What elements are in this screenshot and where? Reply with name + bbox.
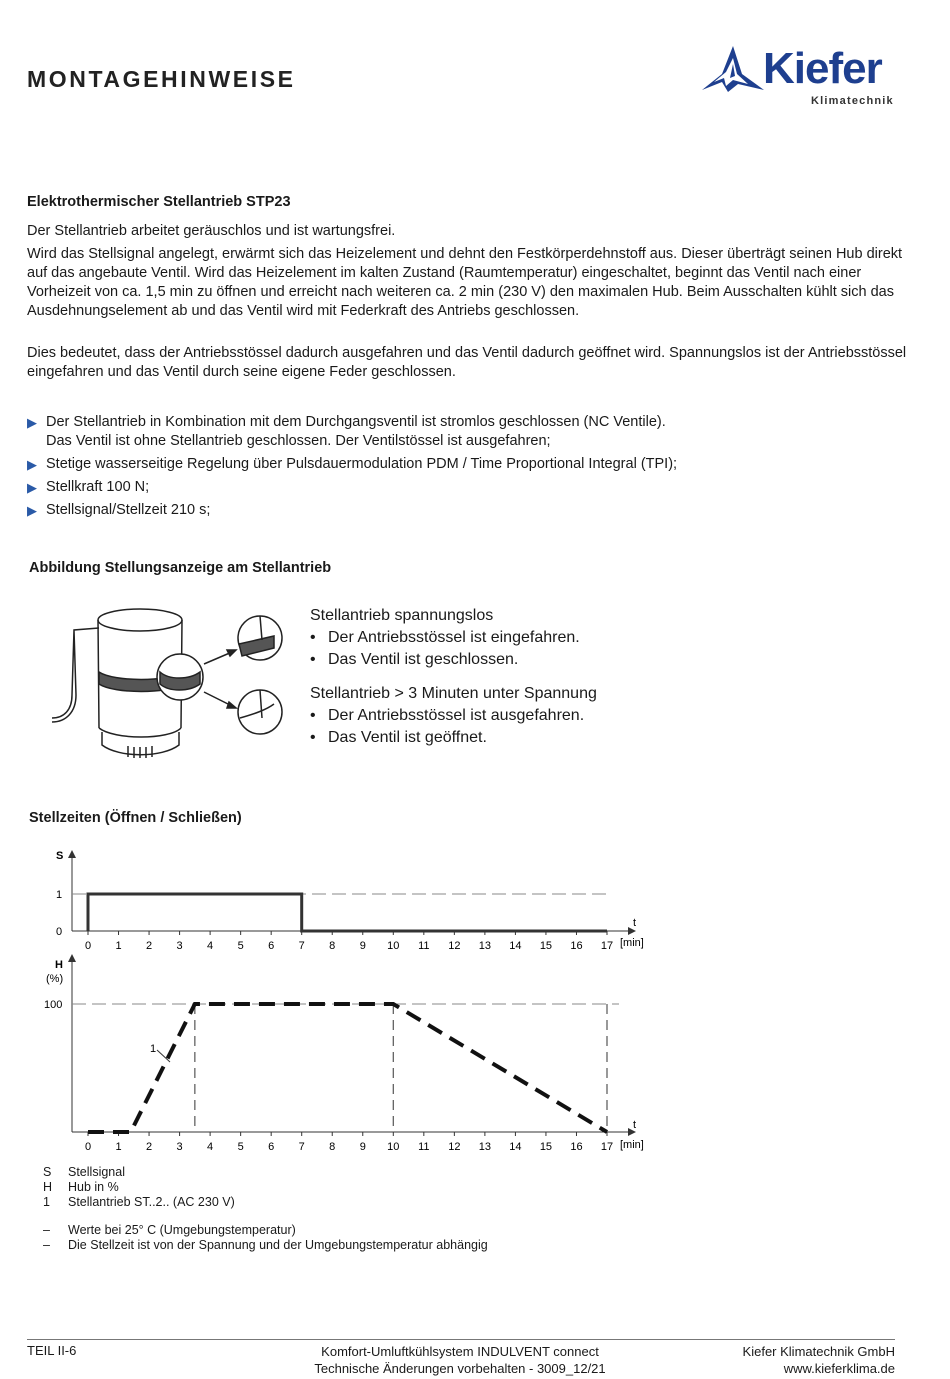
x-tick-label: 11: [418, 1141, 430, 1153]
x-tick-label: 13: [478, 940, 492, 952]
x-tick-label: 12: [448, 940, 461, 952]
kiefer-logo-icon: [702, 44, 764, 94]
footer-center: Komfort-Umluftkühlsystem INDULVENT connect Technische Änderungen vorbehalten - 3009_12/21: [314, 1344, 606, 1376]
actuator-illustration: [44, 600, 294, 770]
chart-title: Stellzeiten (Öffnen / Schließen): [29, 810, 242, 826]
x-tick-label: 12: [448, 1141, 461, 1153]
x-axis-label: t: [633, 917, 637, 929]
y-axis-unit: (%): [46, 973, 64, 985]
x-tick-label: 6: [268, 1141, 275, 1153]
x-tick-label: 15: [539, 940, 553, 952]
paragraph-2: Wird das Stellsignal angelegt, erwärmt sich das Heizelement und dehnt den Festkörperdehnstoff aus. Dieser überträgt seinen Hub direkt auf das angebaute Ventil. Wird das Heizelement im kalten Zustand (Raumtemperatur) eingeschaltet, beginnt das Ventil nach einer Vorheizeit von ca. 1,5 min zu öffnen und erreicht nach weiteren ca. 2 min (230 V) den maximalen Hub. Beim Ausschalten kühlt sich das Ausdehnungselement ab und das Ventil wird mit Federkraft des Antriebs geschlossen.: [27, 246, 903, 319]
x-tick-label: 0: [84, 940, 92, 952]
list-item: ▶ Stellsignal/Stellzeit 210 s;: [27, 502, 211, 518]
x-tick-label: 14: [509, 1141, 522, 1153]
legend-row: 1 Stellantrieb ST..2.. (AC 230 V): [43, 1195, 235, 1209]
list-item: • Der Antriebsstössel ist eingefahren.: [328, 627, 710, 649]
figure-title: Abbildung Stellungsanzeige am Stellantrieb: [29, 560, 332, 576]
list-item: • Der Antriebsstössel ist ausgefahren.: [328, 705, 710, 727]
y-tick-label: 100: [44, 999, 63, 1011]
x-tick-label: 1: [115, 1141, 122, 1153]
x-tick-label: 14: [509, 940, 522, 952]
x-tick-label: 10: [387, 940, 400, 952]
x-tick-label: 8: [329, 1141, 336, 1153]
state-1-heading: Stellantrieb spannungslos: [310, 607, 494, 624]
x-tick-label: 9: [359, 940, 366, 952]
x-tick-label: 3: [176, 1141, 183, 1153]
x-tick-label: 5: [237, 1141, 244, 1153]
legend-row: S Stellsignal: [43, 1165, 125, 1179]
paragraph-1: Der Stellantrieb arbeitet geräuschlos und ist wartungsfrei.: [27, 223, 396, 239]
legend-row: H Hub in %: [43, 1180, 119, 1194]
y-axis-arrow-icon: [68, 850, 76, 858]
list-item: ▶ Der Stellantrieb in Kombination mit dem Durchgangsventil ist stromlos geschlossen (NC Ventile). Das Ventil ist ohne Stellantrieb geschlossen. Der Ventilstössel ist ausgefahren;: [27, 414, 666, 449]
x-tick-label: 17: [600, 1141, 614, 1153]
x-axis-unit: [min]: [620, 937, 644, 949]
chart-legend: [43, 1165, 235, 1210]
section-title: Elektrothermischer Stellantrieb STP23: [27, 194, 291, 210]
y-axis-arrow-icon: [68, 954, 76, 962]
arrow-icon: ▶: [27, 457, 37, 472]
feature-list: [27, 413, 907, 524]
list-item: • Das Ventil ist geöffnet.: [328, 727, 710, 749]
x-tick-label: 5: [237, 940, 244, 952]
list-item: • Das Ventil ist geschlossen.: [328, 649, 710, 671]
x-tick-label: 16: [570, 1141, 583, 1153]
signal-line: [88, 894, 607, 931]
x-tick-label: 10: [387, 1141, 400, 1153]
figure-legend: [310, 605, 710, 761]
x-tick-label: 0: [84, 1141, 92, 1153]
note-row: – Die Stellzeit ist von der Spannung und der Umgebungstemperatur abhängig: [43, 1238, 488, 1252]
x-tick-label: 9: [359, 1141, 366, 1153]
x-tick-label: 7: [298, 1141, 305, 1153]
footer-divider: [27, 1339, 895, 1340]
y-axis-label: H: [55, 959, 63, 971]
footer-page-number: TEIL II-6: [27, 1343, 77, 1358]
x-tick-label: 2: [145, 940, 153, 952]
x-tick-label: 4: [207, 940, 214, 952]
list-item: ▶ Stellkraft 100 N;: [27, 479, 150, 495]
state-2-heading: Stellantrieb > 3 Minuten unter Spannung: [310, 685, 597, 702]
x-axis-label: t: [633, 1119, 637, 1131]
stroke-line: [88, 1004, 607, 1132]
timing-chart: [0, 840, 700, 1160]
x-tick-label: 1: [115, 940, 122, 952]
x-tick-label: 7: [298, 940, 305, 952]
x-tick-label: 15: [539, 1141, 553, 1153]
arrow-icon: ▶: [27, 503, 37, 518]
x-axis-unit: [min]: [620, 1139, 644, 1151]
note-row: – Werte bei 25° C (Umgebungstemperatur): [43, 1223, 296, 1237]
chart-notes: [43, 1223, 488, 1253]
list-item: ▶ Stetige wasserseitige Regelung über Pulsdauermodulation PDM / Time Proportional Integral (TPI);: [27, 456, 678, 472]
annotation-label: 1: [150, 1043, 157, 1055]
arrow-icon: ▶: [27, 480, 37, 495]
paragraph-3: Dies bedeutet, dass der Antriebsstössel dadurch ausgefahren und das Ventil dadurch geöffnet wird. Spannungslos ist der Antriebsstössel eingefahren und das Ventil durch seine eigene Feder geschlossen.: [27, 345, 907, 380]
x-tick-label: 16: [570, 940, 583, 952]
footer-company: Kiefer Klimatechnik GmbH www.kieferklima.de: [742, 1344, 895, 1376]
x-tick-label: 2: [145, 1141, 153, 1153]
y-tick-label: 1: [56, 889, 63, 901]
x-tick-label: 17: [600, 940, 614, 952]
x-tick-label: 4: [207, 1141, 214, 1153]
arrow-icon: ▶: [27, 415, 37, 430]
logo-name: Kiefer: [763, 44, 882, 93]
y-axis-label: S: [56, 850, 64, 862]
y-tick-label: 0: [56, 926, 63, 938]
x-tick-label: 6: [268, 940, 275, 952]
x-tick-label: 3: [176, 940, 183, 952]
page-title: MONTAGEHINWEISE: [27, 66, 296, 92]
logo-subtitle: Klimatechnik: [811, 95, 894, 107]
x-tick-label: 13: [478, 1141, 492, 1153]
x-tick-label: 8: [329, 940, 336, 952]
x-tick-label: 11: [418, 940, 430, 952]
